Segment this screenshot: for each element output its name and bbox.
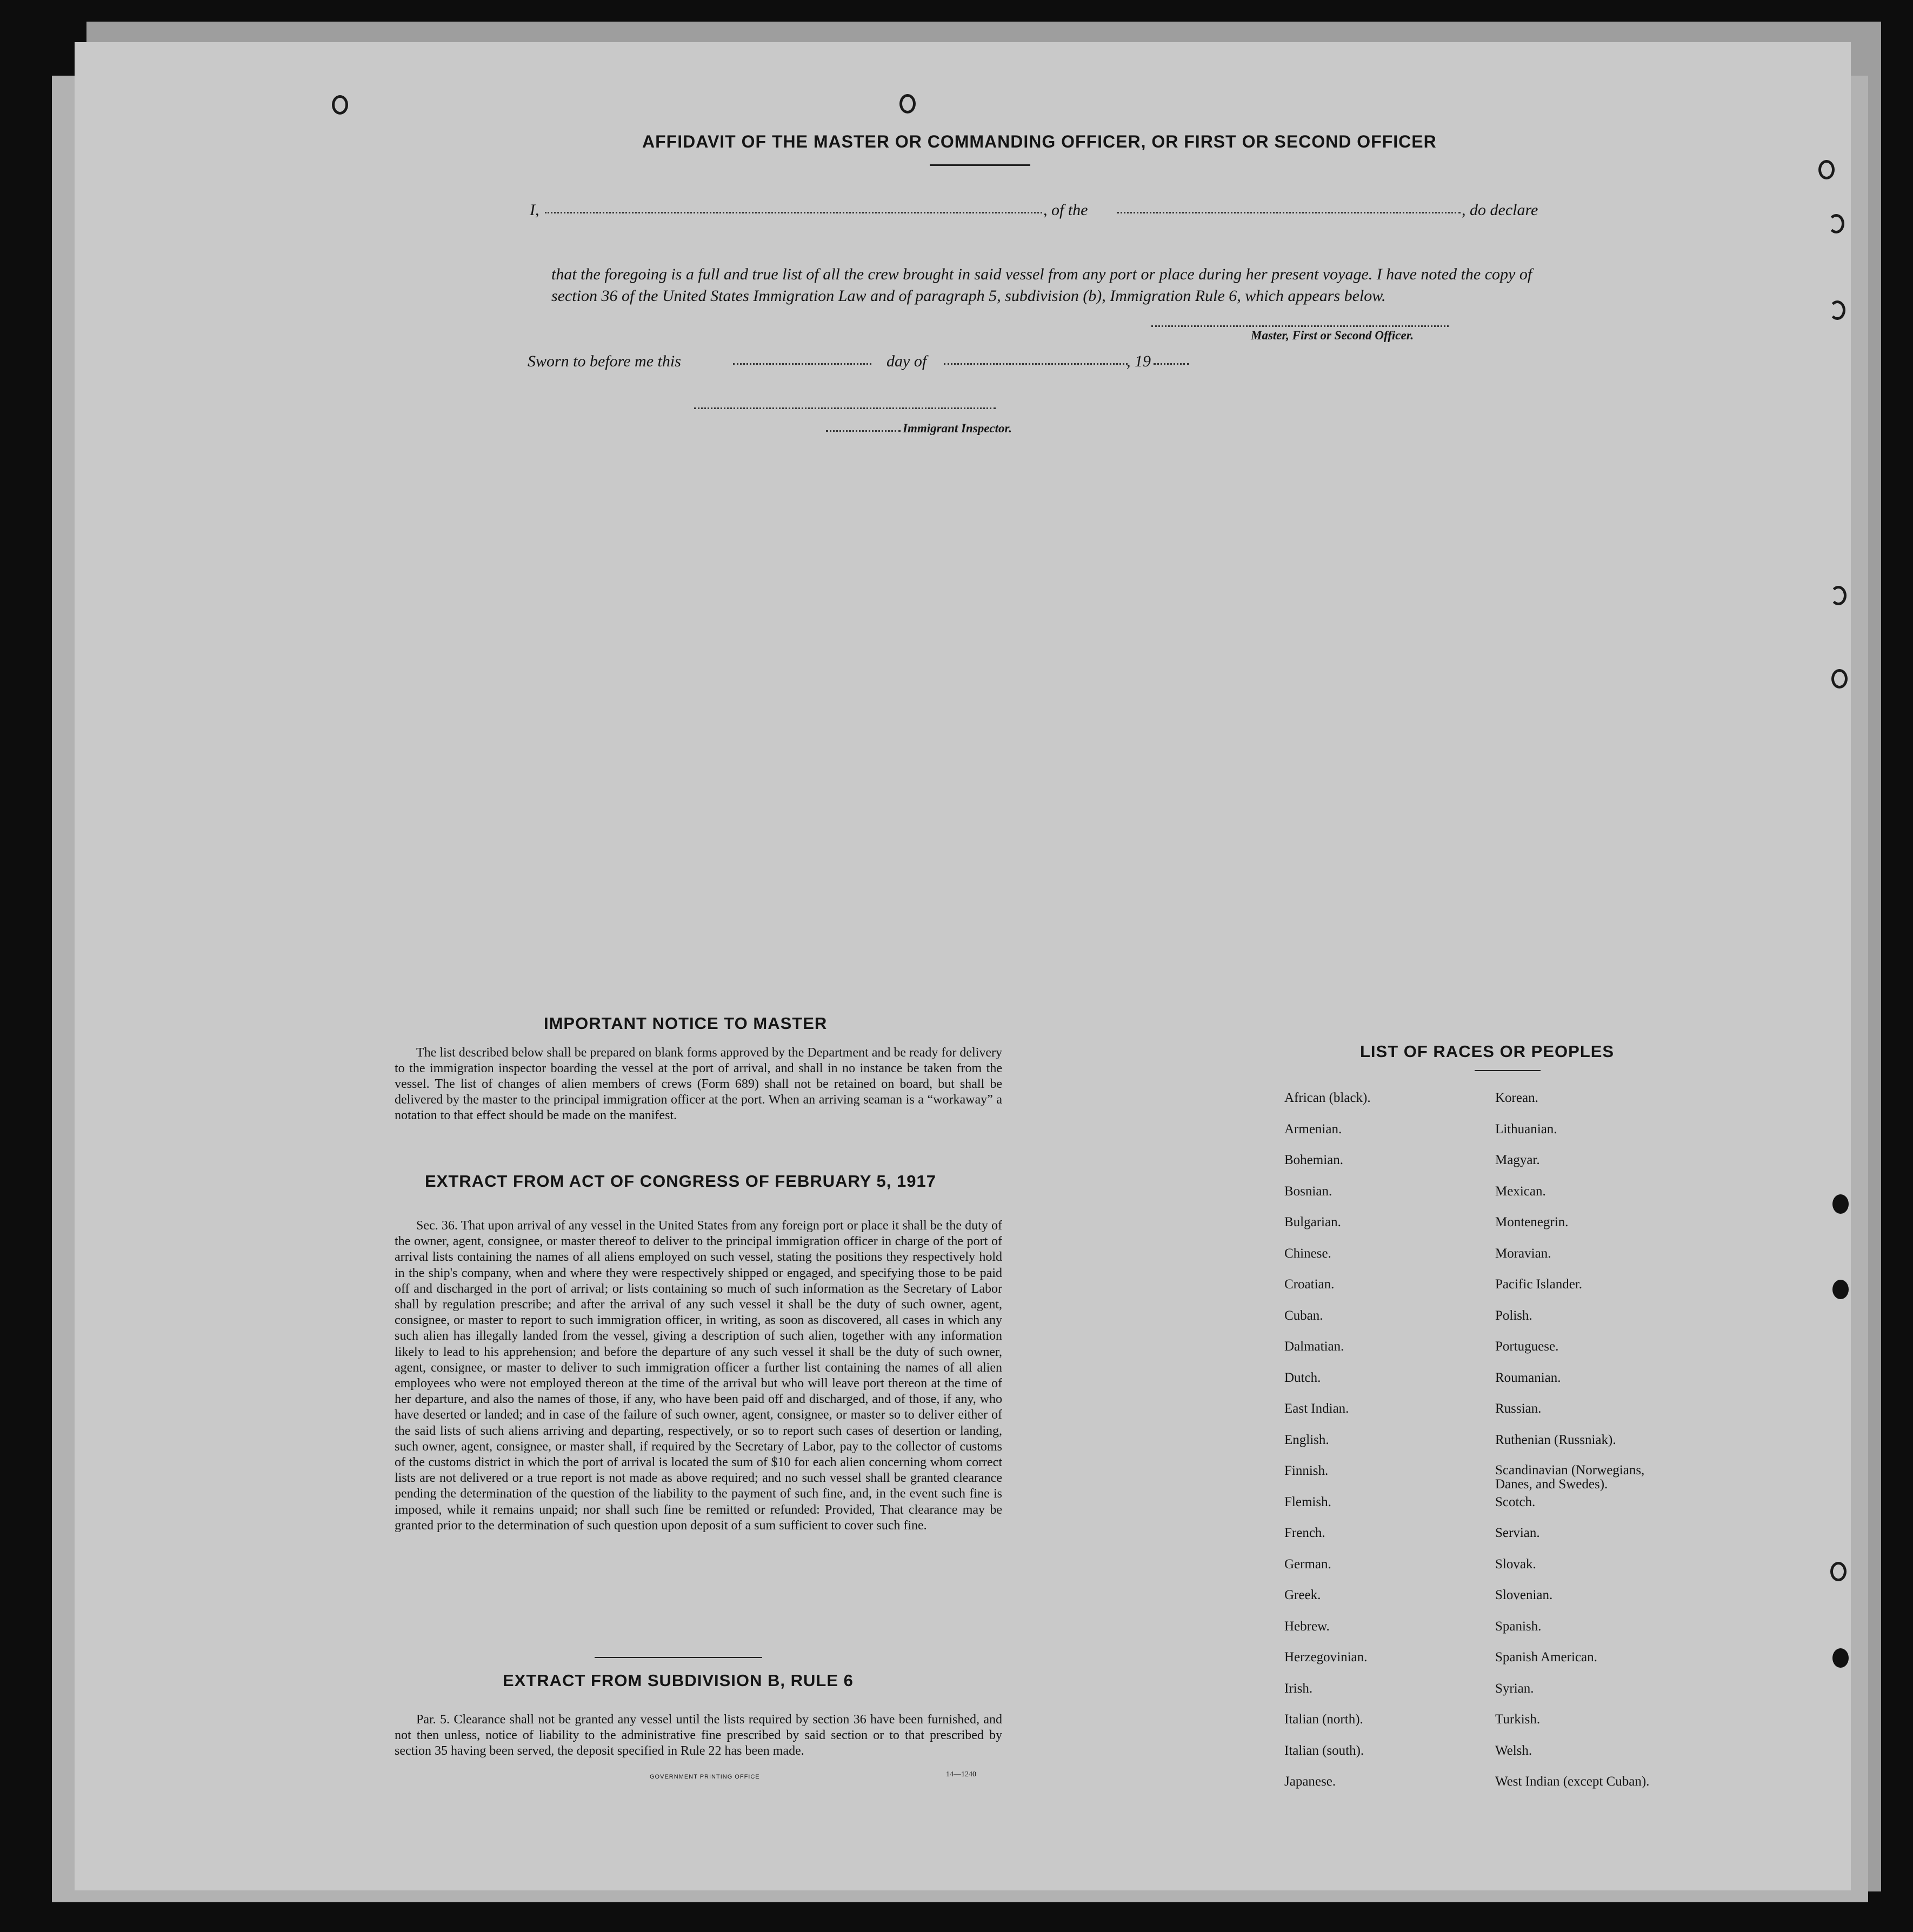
punch-hole-icon: [1828, 214, 1844, 233]
affidavit-i-label: I,: [530, 201, 539, 219]
race-item: Spanish.: [1495, 1619, 1542, 1634]
race-item: Korean.: [1495, 1091, 1538, 1105]
race-item: Italian (south).: [1284, 1743, 1364, 1758]
race-item: Polish.: [1495, 1308, 1532, 1323]
races-right-column: [1495, 1091, 1679, 1806]
race-item: Turkish.: [1495, 1712, 1541, 1727]
race-item: East Indian.: [1284, 1401, 1349, 1416]
race-item: Moravian.: [1495, 1246, 1551, 1261]
race-item: Chinese.: [1284, 1246, 1331, 1261]
race-item: Italian (north).: [1284, 1712, 1363, 1727]
punch-hole-icon: [332, 95, 348, 115]
rule6-extract-title: EXTRACT FROM SUBDIVISION B, RULE 6: [503, 1671, 854, 1690]
punch-hole-icon: [1830, 586, 1847, 605]
race-item: French.: [1284, 1526, 1325, 1540]
race-item: African (black).: [1284, 1091, 1371, 1105]
race-item: Syrian.: [1495, 1681, 1534, 1696]
race-item: Ruthenian (Russniak).: [1495, 1432, 1616, 1447]
affidavit-of-the-label: , of the: [1043, 201, 1088, 219]
race-item: Greek.: [1284, 1588, 1321, 1602]
printer-imprint: GOVERNMENT PRINTING OFFICE: [650, 1774, 760, 1780]
signature-blank-line: [1151, 325, 1449, 327]
race-item: Dalmatian.: [1284, 1339, 1344, 1354]
sworn-prefix: Sworn to before me this: [528, 352, 681, 370]
punch-hole-icon: [1830, 1562, 1847, 1581]
race-item: Slovak.: [1495, 1556, 1536, 1572]
form-page: [75, 42, 1851, 1890]
inspector-label: Immigrant Inspector.: [903, 422, 1012, 435]
race-item: Lithuanian.: [1495, 1121, 1557, 1137]
punch-hole-icon: [1832, 1648, 1849, 1668]
race-item: Finnish.: [1284, 1463, 1329, 1478]
inspector-short-line: [826, 430, 901, 432]
race-item: Slovenian.: [1495, 1588, 1553, 1602]
race-item: Japanese.: [1284, 1774, 1336, 1789]
race-item: Bulgarian.: [1284, 1215, 1341, 1229]
punch-hole-icon: [1818, 160, 1835, 179]
rule6-extract-body: Par. 5. Clearance shall not be granted any vessel until the lists required by section 36 have been furnished, and not then unless, notice of liability to the administrative fine prescribed by said section or to that prescribed by section 35 having been served, the deposit specified in Rule 22 has been made.: [395, 1713, 1002, 1758]
race-item: Scandinavian (Norwegians, Danes, and Swedes).: [1495, 1463, 1645, 1492]
race-item: Croatian.: [1284, 1277, 1335, 1292]
race-item: Servian.: [1495, 1526, 1540, 1540]
sworn-year-blank: [1154, 363, 1189, 365]
race-item: Flemish.: [1284, 1494, 1331, 1509]
race-item: Welsh.: [1495, 1743, 1532, 1758]
act-extract-body: Sec. 36. That upon arrival of any vessel in the United States from any foreign port or place it shall be the duty of the owner, agent, consignee, or master thereof to deliver to the principal immigration officer in charge of the port of arrival lists containing the names of all aliens employed on such vessel, stating the positions they respectively hold in the ship's company, when and where they were respectively shipped or engaged, and specifying those to be paid off and discharged in the port of arrival; or lists containing so much of such information as the Secretary of Labor shall by regulation prescribe; and after the arrival of any such vessel it shall be the duty of such owner, agent, consignee, or master to report to such immigration officer, in writing, as soon as discovered, all cases in which any such alien has illegally landed from the vessel, giving a description of such alien, together with any information likely to lead to his apprehension; and before the departure of any such vessel it shall be the duty of such owner, agent, consignee, or master to deliver to such immigration officer a further list containing the names of all alien employees who were not employed thereon at the time of the arrival but who will leave port thereon at the time of her departure, and also the names of those, if any, who have been paid off and discharged, and of those, if any, who have deserted or landed; and in case of the failure of such owner, agent, consignee, or master so to deliver either of the said lists of such aliens arriving and departing, respectively, or so to report such cases of desertion or landing, such owner, agent, consignee, or master shall, if required by the Secretary of Labor, pay to the collector of customs of the customs district in which the port of arrival is located the sum of $10 for each alien concerning whom correct lists are not delivered or a true report is not made as above required; and no such vessel shall be granted clearance pending the determination of the question of the liability to the payment of such fine, and, in the event such fine is imposed, while it remains unpaid; nor shall such fine be remitted or refunded: Provided, That clearance may be granted prior to the determination of such question upon deposit of a sum sufficient to cover such fine.: [395, 1219, 1002, 1533]
race-item: Portuguese.: [1495, 1339, 1559, 1354]
race-item: English.: [1284, 1432, 1329, 1447]
race-item: German.: [1284, 1556, 1331, 1572]
sworn-day-of: day of: [886, 352, 927, 370]
race-item: Irish.: [1284, 1681, 1313, 1696]
punch-hole-icon: [1832, 1194, 1849, 1214]
races-title-rule: [1475, 1070, 1541, 1071]
punch-hole-icon: [1829, 300, 1845, 320]
race-item: Scotch.: [1495, 1494, 1536, 1509]
races-left-column: [1284, 1091, 1371, 1806]
sworn-day-blank: [733, 363, 871, 365]
sworn-year: , 19: [1127, 352, 1151, 370]
race-item: Cuban.: [1284, 1308, 1323, 1323]
signature-label: Master, First or Second Officer.: [1251, 329, 1414, 342]
race-item: Russian.: [1495, 1401, 1542, 1416]
race-item: Dutch.: [1284, 1370, 1321, 1385]
race-item: Roumanian.: [1495, 1370, 1561, 1385]
act-extract-title: EXTRACT FROM ACT OF CONGRESS OF FEBRUARY 5, 1917: [425, 1172, 936, 1191]
race-item: Herzegovinian.: [1284, 1650, 1368, 1664]
punch-hole-icon: [899, 94, 916, 113]
title-rule: [930, 164, 1030, 166]
race-item: Spanish American.: [1495, 1650, 1597, 1664]
notice-body: The list described below shall be prepared on blank forms approved by the Department and be ready for delivery to the immigration inspector boarding the vessel at the port of arrival, and shall in no instance be taken from the vessel. The list of changes of alien members of crews (Form 689) shall not be retained on board, but shall be delivered by the master to the principal immigration officer at the port. When an arriving seaman is a “workaway” a notation to that effect should be made on the manifest.: [395, 1046, 1002, 1122]
race-item: Bosnian.: [1284, 1184, 1332, 1199]
race-item: Hebrew.: [1284, 1619, 1330, 1634]
form-number: 14—1240: [946, 1770, 976, 1779]
race-item: Pacific Islander.: [1495, 1277, 1583, 1292]
race-item: Bohemian.: [1284, 1153, 1344, 1167]
race-item: Armenian.: [1284, 1121, 1342, 1137]
race-item: Mexican.: [1495, 1184, 1546, 1199]
name-blank-line: [545, 212, 1042, 213]
punch-hole-icon: [1831, 669, 1848, 688]
sworn-month-blank: [944, 363, 1128, 365]
section-divider: [595, 1657, 762, 1658]
affidavit-declare-label: , do declare: [1462, 201, 1538, 219]
race-item: West Indian (except Cuban).: [1495, 1774, 1650, 1789]
punch-hole-icon: [1832, 1280, 1849, 1299]
inspector-signature-line: [694, 407, 996, 409]
race-item: Magyar.: [1495, 1153, 1540, 1167]
vessel-blank-line: [1117, 212, 1461, 213]
affidavit-body: that the foregoing is a full and true list of all the crew brought in said vessel from any port or place during her present voyage. I have noted the copy of section 36 of the United States Immigration Law and of paragraph 5, subdivision (b), Immigration Rule 6, which appears below.: [551, 265, 1532, 305]
races-title: LIST OF RACES OR PEOPLES: [1360, 1042, 1615, 1061]
affidavit-title: AFFIDAVIT OF THE MASTER OR COMMANDING OFFICER, OR FIRST OR SECOND OFFICER: [642, 132, 1437, 151]
notice-title: IMPORTANT NOTICE TO MASTER: [544, 1014, 828, 1033]
race-item: Montenegrin.: [1495, 1215, 1569, 1229]
